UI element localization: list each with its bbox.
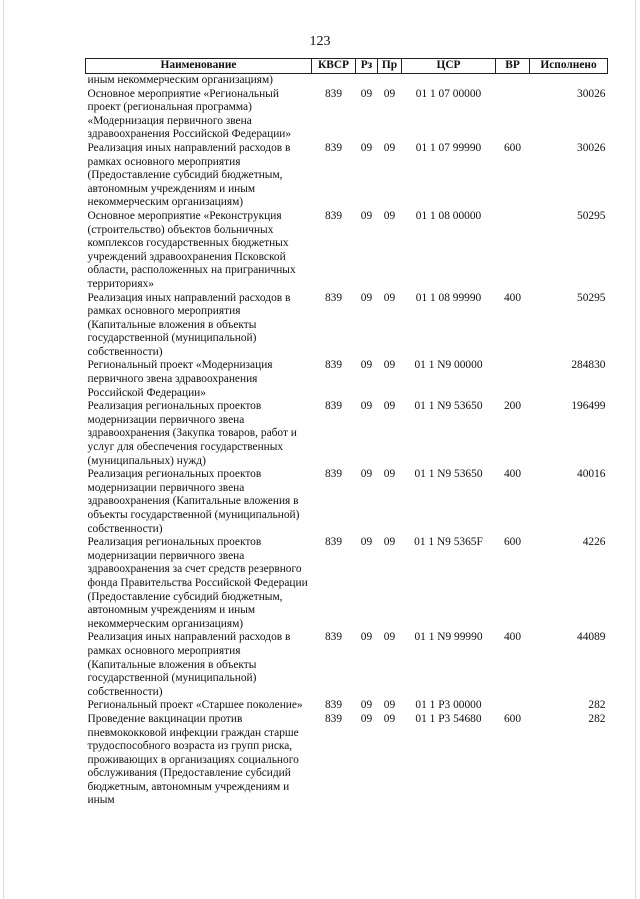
cell-kvsr: 839 xyxy=(324,699,343,712)
cell-kvsr: 839 xyxy=(324,468,343,481)
cell-csr xyxy=(402,74,496,88)
cell-vr: 400 xyxy=(503,468,522,481)
cell-csr: 01 1 N9 5365F xyxy=(414,536,483,549)
cell-pr: 09 xyxy=(383,209,396,222)
cell-executed: 30026 xyxy=(577,87,606,100)
table-row xyxy=(86,631,608,699)
cell-name: Реализация региональных проектов модернизации первичного звена здравоохранения за счет средств резервного фонда Правительства Российской Федерации (Предоставление субсидий бюджетным, автономным учреждениям и иным некоммерческим организациям) xyxy=(87,536,308,630)
cell-pr: 09 xyxy=(383,400,396,413)
cell-name: иным некоммерческим организациям) xyxy=(87,74,273,86)
cell-rz: 09 xyxy=(360,141,373,154)
table-row xyxy=(86,359,608,400)
cell-vr xyxy=(496,88,530,142)
table-row xyxy=(86,699,608,713)
cell-name: Реализация региональных проектов модернизации первичного звена здравоохранения (Капитальные вложения в объекты государственной (муниципальной) собственности) xyxy=(87,468,300,535)
cell-kvsr: 839 xyxy=(324,209,343,222)
cell-name: Региональный проект «Модернизация первичного звена здравоохранения Российской Федерации» xyxy=(87,359,273,399)
cell-executed: 282 xyxy=(588,699,606,712)
table-row xyxy=(86,210,608,292)
cell-rz: 09 xyxy=(360,712,373,725)
cell-vr xyxy=(496,210,530,292)
cell-csr: 01 1 07 00000 xyxy=(415,87,482,100)
cell-csr: 01 1 N9 00000 xyxy=(414,359,483,372)
cell-executed: 196499 xyxy=(571,400,606,413)
table-row xyxy=(86,142,608,210)
cell-rz: 09 xyxy=(360,359,373,372)
cell-rz: 09 xyxy=(360,631,373,644)
page-number: 123 xyxy=(309,34,331,49)
column-header-kvsr: КВСР xyxy=(312,59,356,74)
cell-kvsr: 839 xyxy=(324,359,343,372)
column-header-name: Наименование xyxy=(86,59,312,74)
cell-vr: 400 xyxy=(503,631,522,644)
table-row xyxy=(86,74,608,88)
cell-pr: 09 xyxy=(383,536,396,549)
cell-csr: 01 1 P3 54680 xyxy=(415,712,482,725)
cell-rz: 09 xyxy=(360,699,373,712)
cell-executed: 50295 xyxy=(577,291,606,304)
cell-pr: 09 xyxy=(383,359,396,372)
cell-pr: 09 xyxy=(383,291,396,304)
cell-name: Реализация иных направлений расходов в рамках основного мероприятия (Предоставление субсидий бюджетным, автономным учреждениям и иным некоммерческим организациям) xyxy=(87,141,291,209)
cell-kvsr: 839 xyxy=(324,141,343,154)
cell-vr: 200 xyxy=(503,400,522,413)
cell-csr: 01 1 N9 99990 xyxy=(414,631,483,644)
cell-kvsr: 839 xyxy=(324,87,343,100)
table-header xyxy=(86,59,608,74)
cell-executed: 282 xyxy=(588,712,606,725)
column-header-vr: ВР xyxy=(496,59,530,74)
table-body xyxy=(86,74,608,809)
table-row xyxy=(86,292,608,360)
cell-pr: 09 xyxy=(383,712,396,725)
scan-edge-left xyxy=(3,0,4,899)
cell-name: Региональный проект «Старшее поколение» xyxy=(87,699,303,712)
cell-executed: 50295 xyxy=(577,209,606,222)
cell-name: Проведение вакцинации против пневмококковой инфекции граждан старше трудоспособного возраста из групп риска, проживающих в организациях социального обслуживания (Предоставление субсидий бюджетным, автономным учреждениям и иным xyxy=(87,712,299,807)
scan-edge-right xyxy=(635,0,636,899)
cell-rz: 09 xyxy=(360,87,373,100)
table-row xyxy=(86,88,608,142)
cell-csr: 01 1 08 99990 xyxy=(415,291,482,304)
cell-csr: 01 1 07 99990 xyxy=(415,141,482,154)
cell-vr: 400 xyxy=(503,291,522,304)
cell-executed xyxy=(530,74,608,88)
budget-table xyxy=(85,58,608,808)
cell-pr: 09 xyxy=(383,468,396,481)
column-header-executed: Исполнено xyxy=(530,59,608,74)
cell-pr: 09 xyxy=(383,699,396,712)
cell-vr: 600 xyxy=(503,712,522,725)
cell-name: Реализация иных направлений расходов в рамках основного мероприятия (Капитальные вложения в объекты государственной (муниципальной) собственности) xyxy=(87,631,291,698)
cell-rz: 09 xyxy=(360,536,373,549)
column-header-pr: Пр xyxy=(378,59,402,74)
cell-pr: 09 xyxy=(383,631,396,644)
cell-kvsr: 839 xyxy=(324,400,343,413)
cell-kvsr: 839 xyxy=(324,291,343,304)
cell-rz: 09 xyxy=(360,291,373,304)
cell-rz: 09 xyxy=(360,209,373,222)
cell-vr xyxy=(496,699,530,713)
cell-csr: 01 1 N9 53650 xyxy=(414,400,483,413)
cell-name: Реализация региональных проектов модернизации первичного звена здравоохранения (Закупка товаров, работ и услуг для обеспечения государственных (муниципальных) нужд) xyxy=(87,400,297,467)
cell-kvsr xyxy=(312,74,356,88)
table-row xyxy=(86,536,608,631)
cell-rz: 09 xyxy=(360,400,373,413)
cell-executed: 44089 xyxy=(577,631,606,644)
column-header-rz: Рз xyxy=(356,59,378,74)
cell-name: Основное мероприятие «Реконструкция (строительство) объектов больничных комплексов государственных бюджетных учреждений здравоохранения Псковской области, расположенных на приграничных территориях» xyxy=(87,209,296,290)
cell-vr xyxy=(496,74,530,88)
cell-rz xyxy=(356,74,378,88)
cell-pr: 09 xyxy=(383,87,396,100)
cell-vr xyxy=(496,359,530,400)
cell-rz: 09 xyxy=(360,468,373,481)
table-row xyxy=(86,468,608,536)
cell-kvsr: 839 xyxy=(324,631,343,644)
cell-executed: 4226 xyxy=(582,536,606,549)
cell-csr: 01 1 P3 00000 xyxy=(415,699,482,712)
cell-kvsr: 839 xyxy=(324,712,343,725)
cell-executed: 284830 xyxy=(571,359,606,372)
cell-csr: 01 1 08 00000 xyxy=(415,209,482,222)
cell-name: Реализация иных направлений расходов в рамках основного мероприятия (Капитальные вложения в объекты государственной (муниципальной) собственности) xyxy=(87,291,291,358)
cell-csr: 01 1 N9 53650 xyxy=(414,468,483,481)
table-row xyxy=(86,400,608,468)
cell-pr xyxy=(378,74,402,88)
table-row xyxy=(86,713,608,808)
cell-executed: 30026 xyxy=(577,141,606,154)
cell-vr: 600 xyxy=(503,141,522,154)
cell-executed: 40016 xyxy=(577,468,606,481)
cell-kvsr: 839 xyxy=(324,536,343,549)
cell-name: Основное мероприятие «Региональный проект (региональная программа) «Модернизация первичного звена здравоохранения Российской Федерации» xyxy=(87,87,292,141)
column-header-csr: ЦСР xyxy=(402,59,496,74)
cell-pr: 09 xyxy=(383,141,396,154)
cell-vr: 600 xyxy=(503,536,522,549)
